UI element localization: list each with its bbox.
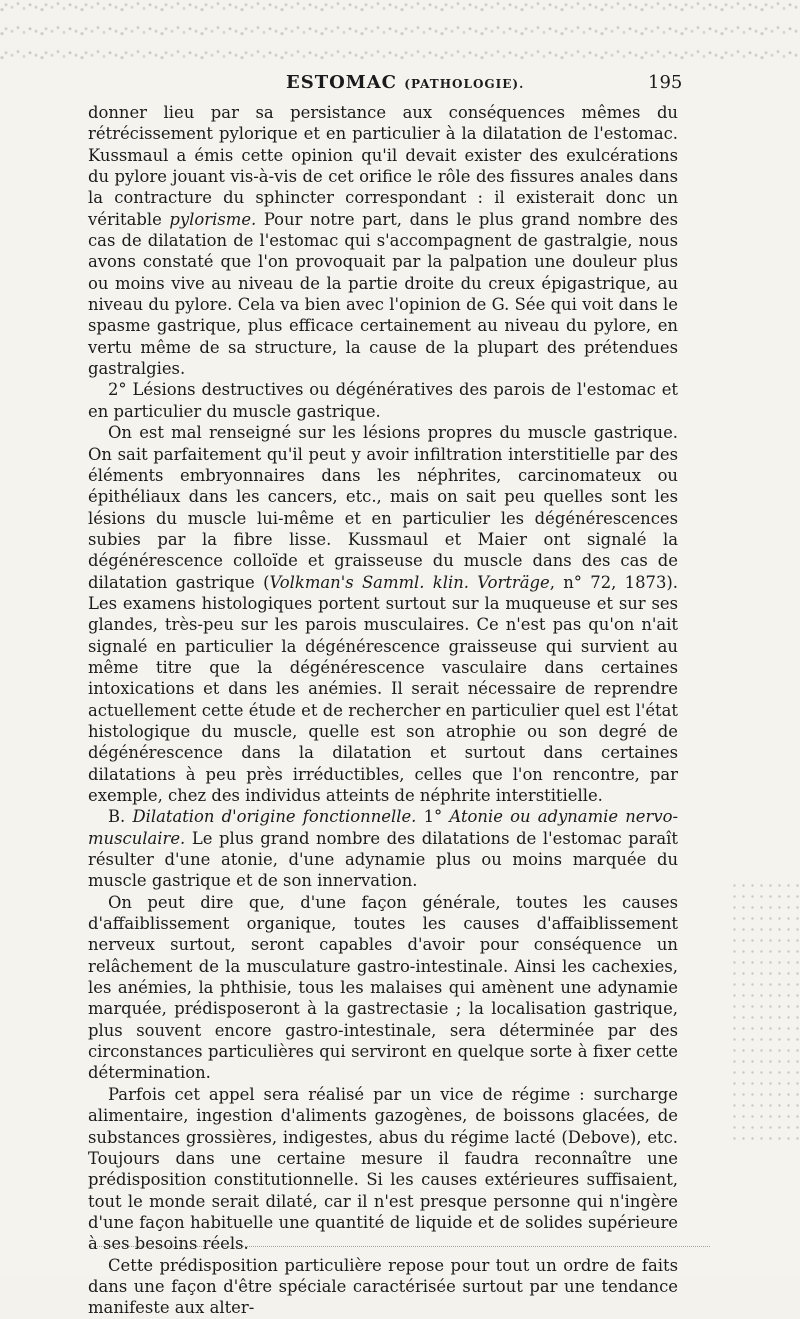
section-label: B. — [108, 807, 126, 827]
page-number: 195 — [648, 72, 683, 93]
paragraph-1-rest: Pour notre part, dans le plus grand nombre des cas de dilatation de l'estomac qui s'accompagnent de gastralgie, nous avons constaté que l'on provoquait par la palpation une douleur plus ou moins vive au niveau de la partie droite du creux épigastrique, au niveau du pylore. Cela va bien avec l'opinion de G. Sée qui voit dans le spasme gastrique, plus efficace certainement au niveau du pylore, en vertu même de sa structure, la cause de la plupart des prétendues gastralgies. — [88, 209, 679, 379]
section-heading: Dilatation d'origine fonctionnelle. — [132, 807, 417, 827]
paragraph-4-text: Le plus grand nombre des dilatations de l'estomac paraît résulter d'une atonie, d'une adynamie plus ou moins marquée du muscle gastrique et de son innervation. — [88, 828, 679, 891]
running-title — [286, 72, 524, 93]
running-title-main: ESTOMAC — [286, 72, 398, 93]
paragraph-4 — [88, 806, 678, 891]
paragraph-1-emphasis: pylorisme. — [169, 209, 257, 229]
body-text — [88, 102, 678, 1319]
subsection-number: 1° — [423, 807, 443, 827]
paragraph-3-rest: , n° 72, 1873). Les examens histologiques portent surtout sur la muqueuse et sur ses glandes, très-peu sur les parois musculaires. Ce n'est pas qu'on n'ait signalé en particulier la dégénérescence graisseuse qui survient au même titre que la dégénérescence vasculaire dans certaines intoxications et dans les anémies. Il serait nécessaire de reprendre actuellement cette étude et de rechercher en particulier quel est l'état histologique du muscle, quelle est son atrophie ou son degré de dégénérescence dans la dilatation et surtout dans certaines dilatations à peu près irréductibles, celles que l'on rencontre, par exemple, chez des individus atteints de néphrite interstitielle. — [88, 572, 678, 805]
paragraph-1 — [88, 102, 678, 379]
paragraph-1-text: donner lieu par sa persistance aux conséquences mêmes du rétrécissement pylorique et en particulier à la dilatation de l'estomac. Kussmaul a émis cette opinion qu'il devait exister des exulcérations du pylore jouant vis-à-vis de cet orifice le rôle des fissures anales dans la contracture du sphincter correspondant : il existerait donc un véritable — [88, 103, 678, 229]
scan-noise-right-edge — [730, 880, 800, 1140]
subsection-heading: Atonie ou adynamie nervo-musculaire. — [88, 807, 679, 848]
running-header — [0, 72, 800, 98]
scan-noise-top — [0, 0, 800, 70]
paragraph-3-text: On est mal renseigné sur les lésions propres du muscle gastrique. On sait parfaitement qu'il peut y avoir infiltration interstitielle par des éléments embryonnaires dans les néphrites, carcinomateux ou épithéliaux dans les cancers, etc., mais on sait peu quelles sont les lésions du muscle lui-même et en particulier les dégénérescences subies par la fibre lisse. Kussmaul et Maier ont signalé la dégénérescence colloïde et graisseuse du muscle dans des cas de dilatation gastrique ( — [88, 423, 678, 592]
paragraph-5: On peut dire que, d'une façon générale, toutes les causes d'affaiblissement organique, toutes les causes d'affaiblissement nerveux surtout, seront capables d'avoir pour conséquence un relâchement de la musculature gastro-intestinale. Ainsi les cachexies, les anémies, la phthisie, tous les malaises qui amènent une adynamie marquée, prédisposeront à la gastrectasie ; la localisation gastrique, plus souvent encore gastro-intestinale, sera déterminée par des circonstances particulières qui serviront en quelque sorte à fixer cette détermination. — [88, 892, 678, 1083]
paragraph-3-citation: Volkman's Samml. klin. Vorträge — [269, 572, 550, 592]
paragraph-3 — [88, 422, 678, 806]
paragraph-7: Cette prédisposition particulière repose pour tout un ordre de faits dans une façon d'être spéciale caractérisée surtout par une tendance manifeste aux alter- — [88, 1255, 678, 1318]
paragraph-6: Parfois cet appel sera réalisé par un vice de régime : surcharge alimentaire, ingestion d'aliments gazogènes, de boissons glacées, de substances grossières, indigestes, abus du régime lacté (Debove), etc. Toujours dans une certaine mesure il faudra reconnaître une prédisposition constitutionnelle. Si les causes extérieures suffisaient, tout le monde serait dilaté, car il n'est presque personne qui n'ingère d'une façon habituelle une quantité de liquide et de solides supérieure à ses besoins réels. — [88, 1084, 678, 1254]
paragraph-2: 2° Lésions destructives ou dégénératives des parois de l'estomac et en particulier du muscle gastrique. — [88, 380, 678, 421]
running-title-subtitle: (PATHOLOGIE). — [404, 77, 525, 91]
